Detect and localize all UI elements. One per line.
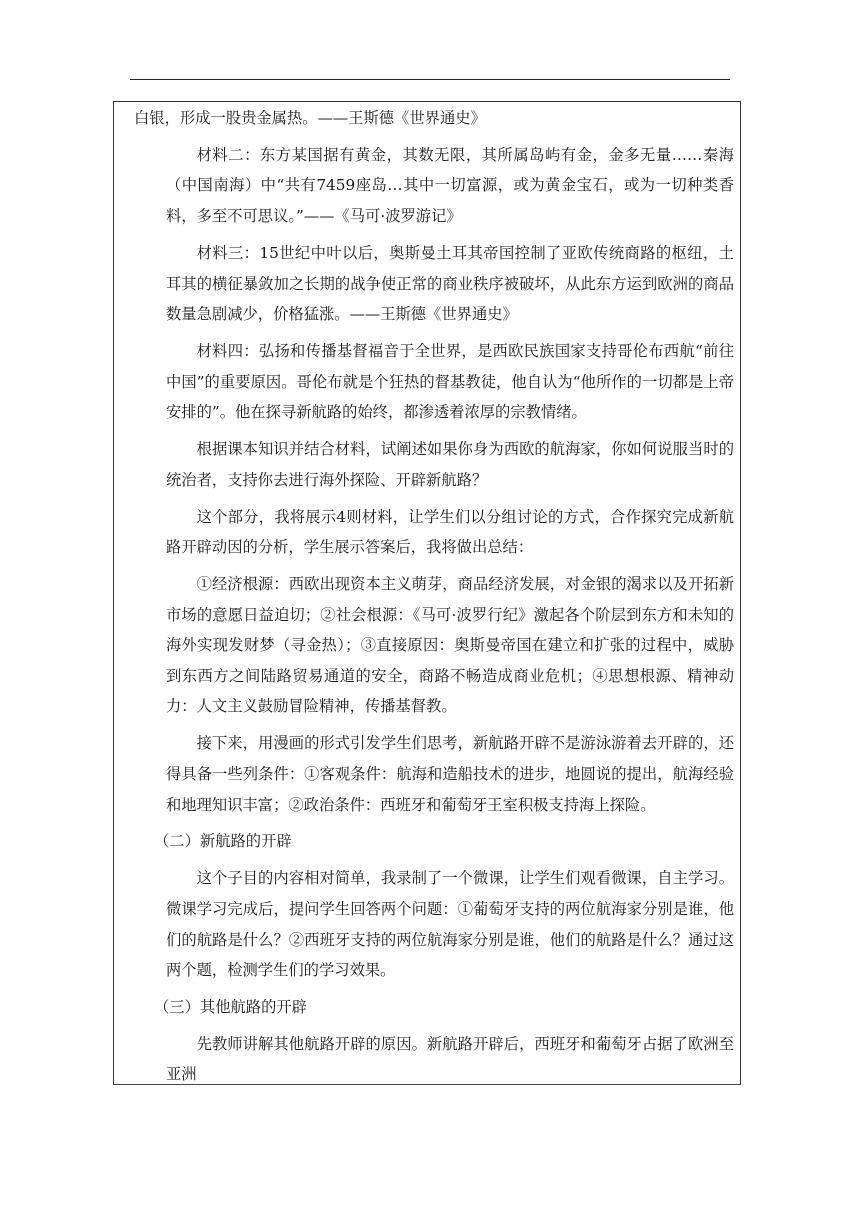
section-heading-3: （三）其他航路的开辟 [154, 998, 307, 1016]
paragraph-conditions: 接下来，用漫画的形式引发学生们思考，新航路开辟不是游泳游着去开辟的，还得具备一些列条件：①客观条件：航海和造船技术的进步，地圆说的提出，航海经验和地理知识丰富；②政治条件：西班牙和葡萄牙王室积极支持海上探险。 [166, 734, 734, 814]
paragraph-microlesson: 这个子目的内容相对简单，我录制了一个微课，让学生们观看微课，自主学习。微课学习完成后，提问学生回答两个问题：①葡萄牙支持的两位航海家分别是谁，他们的航路是什么？②西班牙支持的两位航海家分别是谁，他们的航路是什么？通过这两个题，检测学生们的学习效果。 [166, 869, 734, 980]
paragraph-other-routes: 先教师讲解其他航路开辟的原因。新航路开辟后，西班牙和葡萄牙占据了欧洲至亚洲 [166, 1034, 734, 1084]
paragraph-material-4: 材料四：弘扬和传播基督福音于全世界，是西欧民族国家支持哥伦布西航“前往中国”的重要原因。哥伦布就是个狂热的督基教徒，他自认为“他所作的一切都是上帝安排的”。他在探寻新航路的始终，都渗透着浓厚的宗教情绪。 [166, 342, 734, 422]
paragraph-material-3: 材料三：15世纪中叶以后，奥斯曼土耳其帝国控制了亚欧传统商路的枢纽，土耳其的横征暴敛加之长期的战争使正常的商业秩序被破坏，从此东方运到欧洲的商品数量急剧减少，价格猛涨。——王斯德《世界通史》 [166, 243, 734, 324]
document-body [134, 103, 734, 1090]
paragraph-material-2: 材料二：东方某国据有黄金，其数无限，其所属岛屿有金，金多无量……秦海（中国南海）中“共有7459座岛…其中一切富源，或为黄金宝石，或为一切种类香料，多至不可思议。”——《马可·波罗游记》 [166, 145, 734, 226]
section-heading-2: （二）新航路的开辟 [154, 832, 292, 851]
paragraph-summary: ①经济根源：西欧出现资本主义萌芽，商品经济发展，对金银的渴求以及开拓新市场的意愿日益迫切；②社会根源：《马可·波罗行纪》激起各个阶层到东方和未知的海外实现发财梦（寻金热）；③直接原因：奥斯曼帝国在建立和扩张的过程中，威胁到东西方之间陆路贸易通道的安全，商路不畅造成商业危机；④思想根源、精神动力：人文主义鼓励冒险精神，传播基督教。 [166, 575, 734, 716]
paragraph-continuation: 白银，形成一股贵金属热。——王斯德《世界通史》 [134, 109, 486, 127]
paragraph-question: 根据课本知识并结合材料，试阐述如果你身为西欧的航海家，你如何说服当时的统治者，支持你去进行海外探险、开辟新航路？ [166, 440, 734, 489]
header-rule [130, 79, 730, 80]
paragraph-part-intro: 这个部分，我将展示4则材料，让学生们以分组讨论的方式，合作探究完成新航路开辟动因的分析，学生展示答案后，我将做出总结： [166, 507, 734, 557]
